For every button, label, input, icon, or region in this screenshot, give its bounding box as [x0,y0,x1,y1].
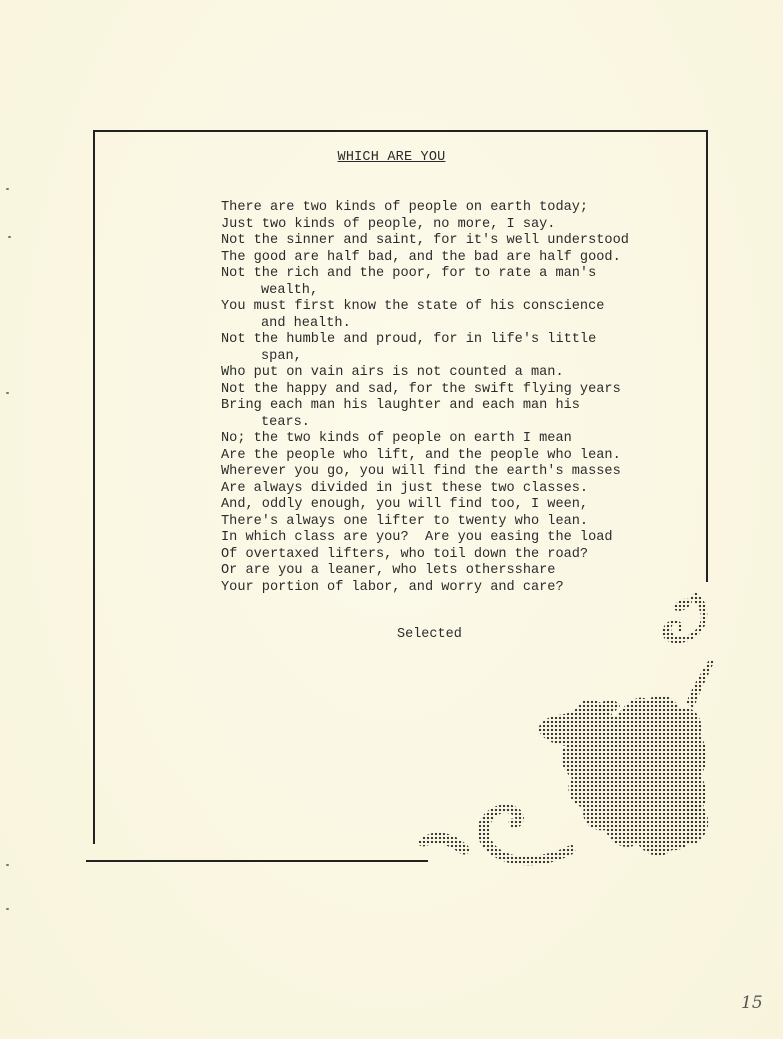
poem-line: Not the happy and sad, for the swift flying years [221,381,621,397]
poem-line: Are the people who lift, and the people who lean. [221,447,621,463]
floral-ornament-icon [410,580,720,870]
poem-line: Your portion of labor, and worry and care? [221,579,564,595]
poem-line: tears. [261,414,310,430]
poem-line: Wherever you go, you will find the earth's masses [221,464,621,479]
poem-line: No; the two kinds of people on earth I mean [221,431,572,446]
poem-line: There's always one lifter to twenty who lean. [221,513,589,529]
poem-line: Or are you a leaner, who lets othersshare [221,563,556,578]
poem-line: Bring each man his laughter and each man his [221,398,580,413]
frame-bottom-border [86,860,428,862]
frame-left-border [93,130,95,844]
paper-speck [6,908,9,910]
poem-line: And, oddly enough, you will find too, I ween, [221,497,589,512]
poem-line: In which class are you? Are you easing the load [221,530,613,545]
poem-line: Not the humble and proud, for in life's little [221,332,597,347]
paper-speck [6,188,9,190]
poem-body [221,200,629,596]
poem-line: Not the sinner and saint, for it's well understood [221,233,629,248]
ornament-flower-lobe [596,700,620,715]
ornament-left-leaf [419,832,470,854]
ornament-top-leaf [672,599,692,611]
frame-right-border [706,130,708,582]
poem-line: Are always divided in just these two classes. [221,480,589,496]
paper-speck [8,236,11,238]
poem-line: Not the rich and the poor, for to rate a man's [221,266,597,281]
poem-line: Just two kinds of people, no more, I say. [221,216,556,232]
ornament-flower [538,695,707,856]
paper-speck [6,864,9,866]
ornament-stem [686,658,714,708]
poem-title: WHICH ARE YOU [337,150,446,165]
poem-line: span, [261,348,302,364]
frame-top-border [93,130,708,132]
ornament-bottom-scroll [477,804,576,865]
poem-line: and health. [261,315,351,331]
poem-line: There are two kinds of people on earth today; [221,200,589,215]
poem-line: The good are half bad, and the bad are half good. [221,249,621,265]
poem-line: Who put on vain airs is not counted a man. [221,365,564,380]
poem-line: You must first know the state of his conscience [221,299,605,314]
page-number: 15 [741,993,763,1013]
poem-line: wealth, [261,282,319,298]
attribution: Selected [397,627,462,642]
paper-speck [6,392,9,394]
poem-line: Of overtaxed lifters, who toil down the road? [221,546,589,562]
